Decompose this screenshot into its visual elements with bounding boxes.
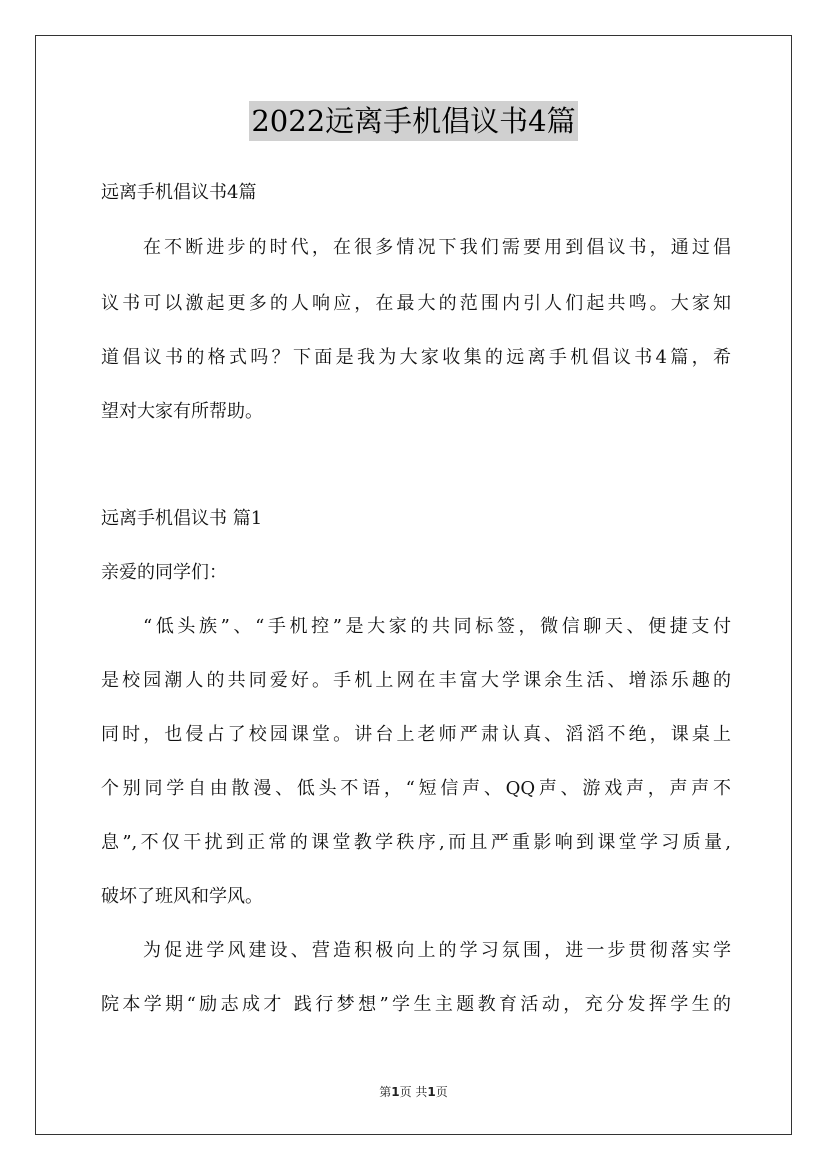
footer-mid: 页 共 bbox=[399, 1085, 428, 1099]
paragraph-line: 同时，也侵占了校园课堂。讲台上老师严肃认真、滔滔不绝，课桌上 bbox=[101, 724, 731, 745]
intro-line: 望对大家有所帮助。 bbox=[101, 401, 263, 422]
document-title: 2022远离手机倡议书4篇 bbox=[249, 101, 577, 141]
paragraph-line: 息”,不仅干扰到正常的课堂教学秩序,而且严重影响到课堂学习质量, bbox=[101, 832, 731, 853]
paragraph-line: 为促进学风建设、营造积极向上的学习氛围，进一步贯彻落实学 bbox=[143, 940, 731, 961]
footer-page-current: 1 bbox=[391, 1085, 400, 1099]
paragraph-line: “低头族”、“手机控”是大家的共同标签，微信聊天、便捷支付 bbox=[143, 616, 731, 637]
footer-suffix: 页 bbox=[435, 1085, 448, 1099]
paragraph-line: 破坏了班风和学风。 bbox=[101, 886, 263, 907]
salutation: 亲爱的同学们： bbox=[101, 562, 227, 583]
paragraph-line: 个别同学自由散漫、低头不语，“短信声、QQ声、游戏声，声声不 bbox=[101, 778, 731, 799]
paragraph-line: 院本学期“励志成才 践行梦想”学生主题教育活动，充分发挥学生的 bbox=[101, 994, 731, 1015]
page-footer bbox=[0, 1084, 827, 1100]
title-wrapper bbox=[0, 101, 827, 141]
footer-page-total: 1 bbox=[427, 1085, 436, 1099]
intro-line: 道倡议书的格式吗？下面是我为大家收集的远离手机倡议书4篇，希 bbox=[101, 347, 731, 368]
section-heading: 远离手机倡议书 篇1 bbox=[101, 508, 263, 529]
paragraph-line: 是校园潮人的共同爱好。手机上网在丰富大学课余生活、增添乐趣的 bbox=[101, 670, 731, 691]
intro-line: 在不断进步的时代，在很多情况下我们需要用到倡议书，通过倡 bbox=[143, 237, 731, 258]
document-subtitle: 远离手机倡议书4篇 bbox=[101, 182, 257, 203]
intro-line: 议书可以激起更多的人响应，在最大的范围内引人们起共鸣。大家知 bbox=[101, 293, 731, 314]
footer-prefix: 第 bbox=[379, 1085, 392, 1099]
